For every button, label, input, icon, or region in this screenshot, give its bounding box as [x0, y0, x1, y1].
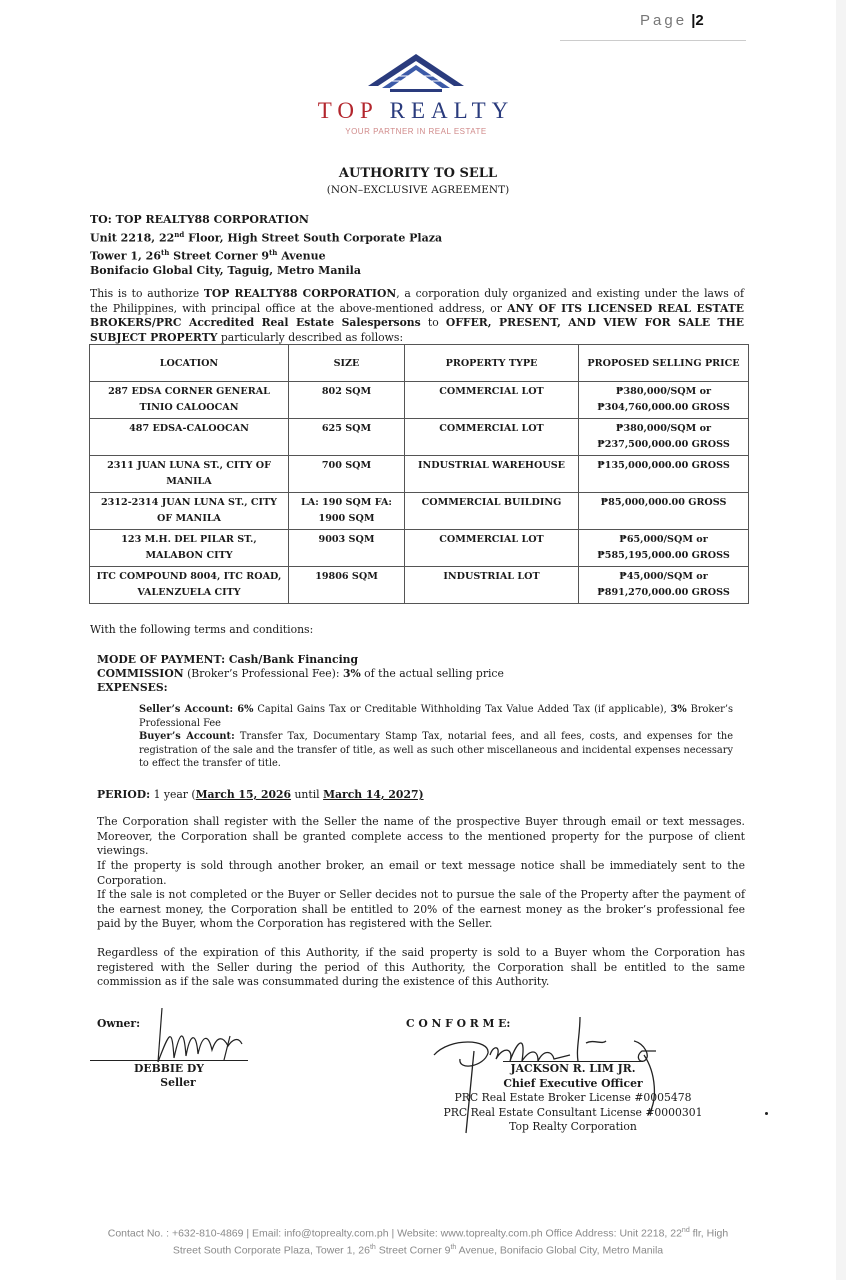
cell-location: 123 M.H. DEL PILAR ST., MALABON CITY — [90, 530, 289, 567]
table-row — [90, 456, 749, 493]
buyer-account: Buyer’s Account: Transfer Tax, Documentary Stamp Tax, notarial fees, and all fees, costs, and expenses for the registration of the sale and the transfer of title, as well as such other miscellaneous and incidental expenses necessary to effect the transfer of title. — [139, 731, 734, 770]
cell-type: INDUSTRIAL WAREHOUSE — [405, 456, 579, 493]
cell-type: COMMERCIAL LOT — [405, 419, 579, 456]
expenses-details — [139, 703, 733, 771]
col-header-price: PROPOSED SELLING PRICE — [579, 345, 749, 382]
addressee-block — [90, 213, 442, 278]
owner-name: DEBBIE DY — [90, 1060, 248, 1075]
payment-terms — [97, 653, 504, 695]
cell-type: COMMERCIAL LOT — [405, 530, 579, 567]
cell-price: ₱135,000,000.00 GROSS — [579, 456, 749, 493]
addressee-line: Unit 2218, 22nd Floor, High Street South Corporate Plaza — [90, 229, 443, 245]
col-header-size: SIZE — [289, 345, 405, 382]
footer-line-2: Street South Corporate Plaza, Tower 1, 26th Street Corner 9th Avenue, Bonifacio Global City, Metro Manila — [172, 1244, 664, 1257]
cell-size: 802 SQM — [289, 382, 405, 419]
cell-price: ₱380,000/SQM or ₱237,500,000.00 GROSS — [579, 419, 749, 456]
cell-price: ₱45,000/SQM or ₱891,270,000.00 GROSS — [579, 567, 749, 604]
document-title: AUTHORITY TO SELL — [338, 166, 498, 181]
seller-account: Seller’s Account: 6% Capital Gains Tax or Creditable Withholding Tax Value Added Tax (if applicable), 3% Broker’s Professional Fee — [139, 704, 733, 729]
ceo-name: JACKSON R. LIM JR. — [503, 1061, 644, 1077]
table-row — [90, 382, 749, 419]
cell-type: COMMERCIAL LOT — [405, 382, 579, 419]
ink-dot — [765, 1112, 768, 1115]
mode-of-payment: MODE OF PAYMENT: Cash/Bank Financing — [97, 653, 359, 666]
cell-size: 19806 SQM — [289, 567, 405, 604]
paragraph-another-broker: If the property is sold through another broker, an email or text message notice shall be immediately sent to the Corporation. — [97, 859, 745, 887]
table-row — [90, 493, 749, 530]
cell-type: INDUSTRIAL LOT — [405, 567, 579, 604]
property-table — [89, 344, 749, 604]
footer-line-1: Contact No. : +632-810-4869 | Email: info@toprealty.com.ph | Website: www.toprealty.com.ph Office Address: Unit 2218, 22nd flr, High — [107, 1227, 729, 1240]
cell-size: 625 SQM — [289, 419, 405, 456]
company-name: Top Realty Corporation — [509, 1120, 637, 1134]
cell-price: ₱380,000/SQM or ₱304,760,000.00 GROSS — [579, 382, 749, 419]
paragraph-registration: The Corporation shall register with the Seller the name of the prospective Buyer through email or text messages. Moreover, the Corporation shall be granted complete access to the mentioned property for the purpose of client viewings. — [97, 815, 745, 857]
page-footer — [60, 1224, 776, 1258]
ceo-block — [410, 1061, 736, 1135]
table-row — [90, 530, 749, 567]
addressee-line: Bonifacio Global City, Taguig, Metro Manila — [90, 263, 361, 277]
col-header-type: PROPERTY TYPE — [405, 345, 579, 382]
owner-role: Seller — [160, 1076, 196, 1089]
document-subtitle: (NON–EXCLUSIVE AGREEMENT) — [326, 184, 510, 196]
intro-paragraph: This is to authorize TOP REALTY88 CORPORATION, a corporation duly organized and existing under the laws of the Philippines, with principal office at the above-mentioned address, or ANY OF ITS LICENSED REAL ESTATE BROKERS/PRC Accredited Real Estate Salespersons to OFFER, PRESENT, AND VIEW FOR SALE THE SUBJECT PROPERTY particularly described as follows: — [90, 287, 745, 344]
cell-location: 2311 JUAN LUNA ST., CITY OF MANILA — [90, 456, 289, 493]
roof-logo-icon — [366, 52, 466, 94]
table-header-row — [90, 345, 749, 382]
cell-size: 9003 SQM — [289, 530, 405, 567]
header-rule — [560, 40, 746, 41]
brand-name: TOP REALTY — [317, 98, 515, 123]
cell-location: ITC COMPOUND 8004, ITC ROAD, VALENZUELA CITY — [90, 567, 289, 604]
owner-label: Owner: — [97, 1017, 141, 1030]
commission-line: COMMISSION (Broker’s Professional Fee): 3% of the actual selling price — [97, 667, 504, 680]
ceo-role: Chief Executive Officer — [503, 1076, 643, 1090]
cell-price: ₱65,000/SQM or ₱585,195,000.00 GROSS — [579, 530, 749, 567]
cell-location: 487 EDSA-CALOOCAN — [90, 419, 289, 456]
table-row — [90, 419, 749, 456]
cell-location: 2312-2314 JUAN LUNA ST., CITY OF MANILA — [90, 493, 289, 530]
page-number-header: Page |2 — [640, 12, 704, 29]
conforme-label: C O N F O R M E: — [406, 1017, 511, 1030]
col-header-location: LOCATION — [90, 345, 289, 382]
addressee-line: Tower 1, 26th Street Corner 9th Avenue — [90, 247, 326, 263]
period-line: PERIOD: 1 year (March 15, 2026 until March 14, 2027) — [97, 788, 424, 801]
expenses-label: EXPENSES: — [97, 681, 168, 694]
cell-size: LA: 190 SQM FA: 1900 SQM — [289, 493, 405, 530]
cell-type: COMMERCIAL BUILDING — [405, 493, 579, 530]
cell-price: ₱85,000,000.00 GROSS — [579, 493, 749, 530]
paragraph-earnest-money: If the sale is not completed or the Buyer or Seller decides not to pursue the sale of the Property after the payment of the earnest money, the Corporation shall be entitled to 20% of the earnest money as the broker’s professional fee paid by the Buyer, whom the Corporation has registered with the Seller. — [97, 888, 745, 930]
cell-size: 700 SQM — [289, 456, 405, 493]
broker-license: PRC Real Estate Broker License #0005478 — [454, 1091, 692, 1105]
paragraph-expiration: Regardless of the expiration of this Authority, if the said property is sold to a Buyer whom the Corporation has registered with the Seller during the period of this Authority, the Corporation shall be entitled to the same commission as if the sale was consummated during the existence of this Authority. — [97, 946, 745, 988]
terms-intro: With the following terms and conditions: — [90, 623, 314, 636]
cell-location: 287 EDSA CORNER GENERAL TINIO CALOOCAN — [90, 382, 289, 419]
addressee-line: TO: TOP REALTY88 CORPORATION — [90, 213, 309, 226]
brand-tagline: YOUR PARTNER IN REAL ESTATE — [345, 127, 487, 136]
consultant-license: PRC Real Estate Consultant License #0000301 — [443, 1105, 703, 1119]
table-row — [90, 567, 749, 604]
